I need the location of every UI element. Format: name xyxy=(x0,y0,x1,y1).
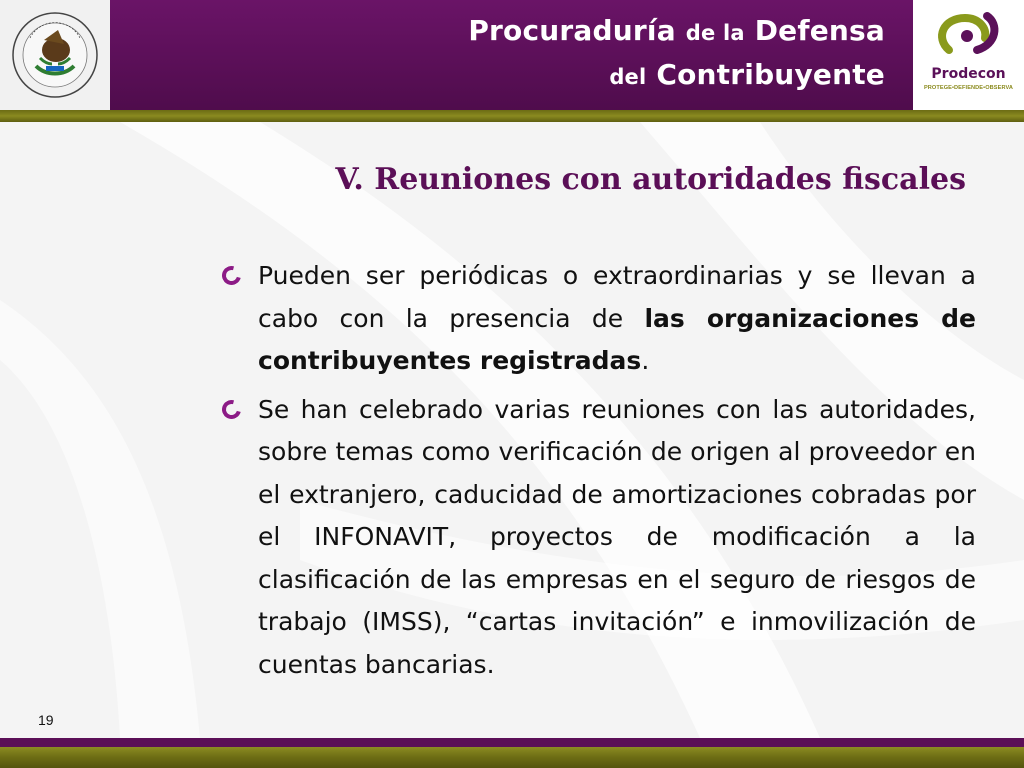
banner-text: Procuraduría xyxy=(468,14,676,47)
bullet-item-1 xyxy=(222,255,976,383)
bullet-text: Pueden ser periódicas o extraordinarias y se llevan a cabo con la presencia de xyxy=(258,261,976,333)
prodecon-logo xyxy=(913,0,1024,110)
bullet-icon xyxy=(219,263,245,289)
footer-stripe-olive xyxy=(0,747,1024,768)
banner-text: Contribuyente xyxy=(656,58,885,91)
banner-text-small: del xyxy=(609,65,647,89)
header-banner xyxy=(110,0,913,110)
banner-line-2 xyxy=(609,58,885,91)
banner-line-1 xyxy=(468,14,885,47)
logo-name: Prodecon xyxy=(931,66,1006,82)
seal-box xyxy=(0,0,110,110)
banner-text-small: de la xyxy=(685,21,745,45)
bullet-icon xyxy=(219,396,245,422)
bullet-list xyxy=(222,255,976,692)
logo-tagline: PROTEGE•DEFIENDE•OBSERVA xyxy=(923,85,1014,91)
header xyxy=(0,0,1024,110)
page-number: 19 xyxy=(38,712,54,728)
header-divider xyxy=(0,110,1024,122)
footer-stripe-purple xyxy=(0,738,1024,747)
slide-title: V. Reuniones con autoridades fiscales xyxy=(335,162,966,198)
bullet-text: Se han celebrado varias reuniones con las autoridades, sobre temas como verificación de origen al proveedor en el extranjero, caducidad de amortizaciones cobradas por el INFONAVIT, proyectos de modificación a la clasificación de las empresas en el seguro de riesgos de trabajo (IMSS), “cartas invitación” e inmovilización de cuentas bancarias. xyxy=(258,394,976,679)
footer-stripe xyxy=(0,738,1024,768)
banner-text: Defensa xyxy=(754,14,885,47)
bullet-item-2 xyxy=(222,389,976,687)
mexican-seal-icon xyxy=(0,0,110,110)
prodecon-logo-icon xyxy=(913,0,1024,66)
bullet-text-end: . xyxy=(641,346,650,375)
bullet-text-bold: las organizaciones de contribuyentes registradas xyxy=(258,303,976,375)
